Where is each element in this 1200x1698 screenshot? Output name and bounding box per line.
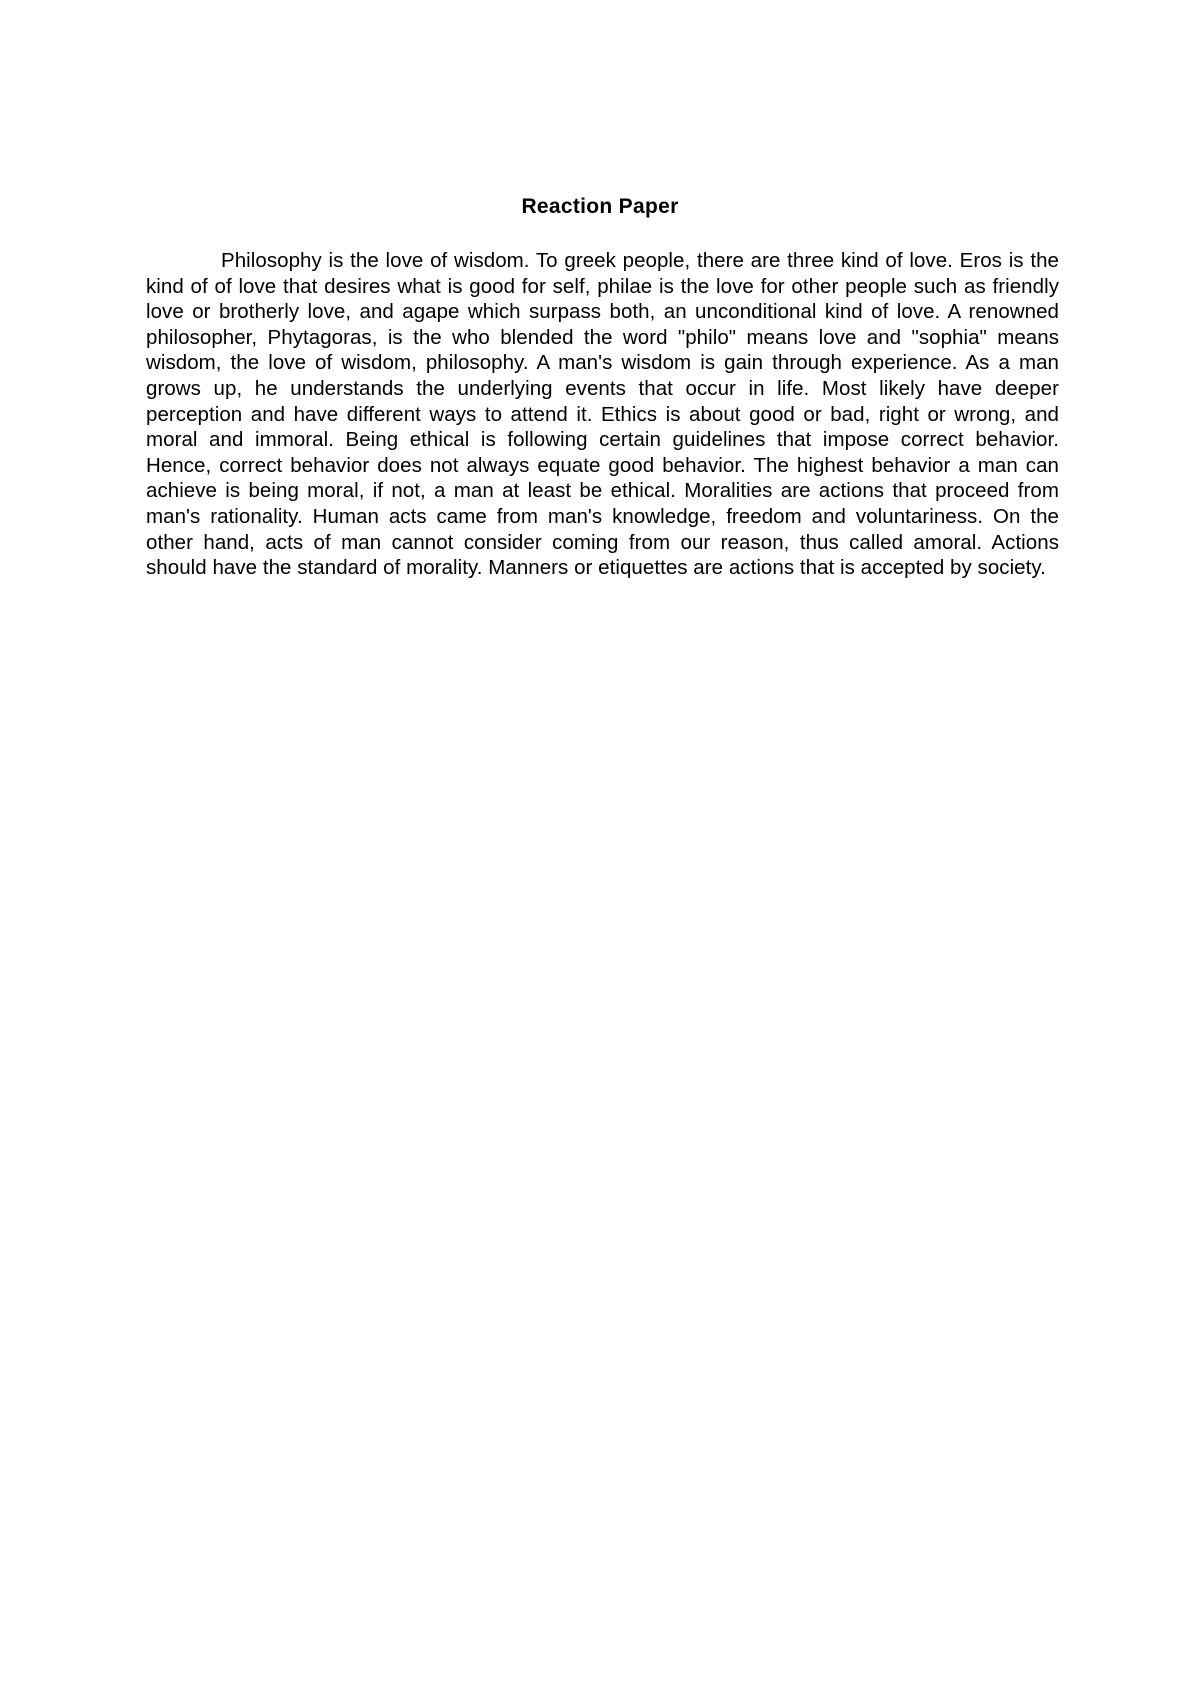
document-title: Reaction Paper xyxy=(521,195,679,218)
document-paragraph: Philosophy is the love of wisdom. To greek people, there are three kind of love. Eros is the kind of of love that desires what is good for self, philae is the love for other people such as friendly love or brotherly love, and agape which surpass both, an unconditional kind of love. A renowned philosopher, Phytagoras, is the who blended the word "philo" means love and "sophia" means wisdom, the love of wisdom, philosophy. A man's wisdom is gain through experience. As a man grows up, he understands the underlying events that occur in life. Most likely have deeper perception and have different ways to attend it. Ethics is about good or bad, right or wrong, and moral and immoral. Being ethical is following certain guidelines that impose correct behavior. Hence, correct behavior does not always equate good behavior. The highest behavior a man can achieve is being moral, if not, a man at least be ethical. Moralities are actions that proceed from man's rationality. Human acts came from man's knowledge, freedom and voluntariness. On the other hand, acts of man cannot consider coming from our reason, thus called amoral. Actions should have the standard of morality. Manners or etiquettes are actions that is accepted by society. xyxy=(146,249,1059,580)
